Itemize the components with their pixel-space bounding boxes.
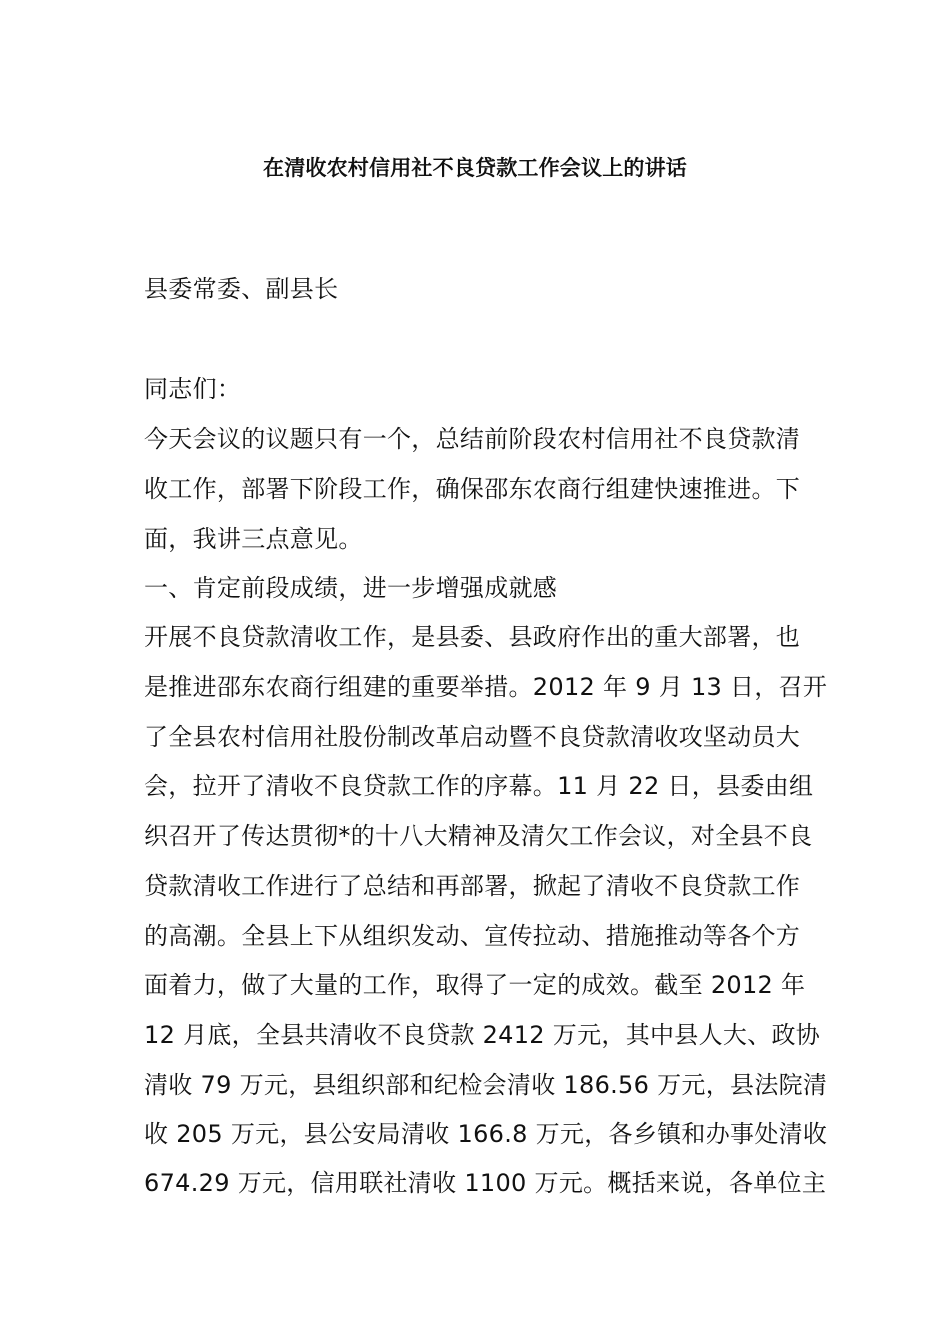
- body-line: 收 205 万元，县公安局清收 166.8 万元，各乡镇和办事处清收: [144, 1120, 828, 1148]
- body-line: 的高潮。全县上下从组织发动、宣传拉动、措施推动等各个方: [144, 922, 801, 950]
- body-line: 是推进邵东农商行组建的重要举措。2012 年 9 月 13 日，召开: [144, 673, 828, 701]
- body-line: 清收 79 万元，县组织部和纪检会清收 186.56 万元，县法院清: [144, 1071, 828, 1099]
- body-line: 面，我讲三点意见。: [144, 525, 363, 553]
- body-line: 开展不良贷款清收工作，是县委、县政府作出的重大部署，也: [144, 623, 801, 651]
- body-line: 674.29 万元，信用联社清收 1100 万元。概括来说，各单位主: [144, 1169, 827, 1197]
- body-line: 会，拉开了清收不良贷款工作的序幕。11 月 22 日，县委由组: [144, 772, 814, 800]
- body-line: 12 月底，全县共清收不良贷款 2412 万元，其中县人大、政协: [144, 1021, 821, 1049]
- body-line: 面着力，做了大量的工作，取得了一定的成效。截至 2012 年: [144, 971, 806, 999]
- body-line: 贷款清收工作进行了总结和再部署，掀起了清收不良贷款工作: [144, 872, 801, 900]
- body-line: 收工作，部署下阶段工作，确保邵东农商行组建快速推进。下: [144, 475, 801, 503]
- body-line: 了全县农村信用社股份制改革启动暨不良贷款清收攻坚动员大: [144, 723, 801, 751]
- body-line: 织召开了传达贯彻*的十八大精神及清欠工作会议，对全县不良: [144, 822, 813, 850]
- body-line: 今天会议的议题只有一个，总结前阶段农村信用社不良贷款清: [144, 425, 801, 453]
- section-heading: 一、肯定前段成绩，进一步增强成就感: [144, 574, 558, 602]
- greeting-line: 同志们：: [144, 375, 242, 403]
- document-title: 在清收农村信用社不良贷款工作会议上的讲话: [263, 156, 687, 180]
- speaker-line: 县委常委、副县长: [144, 275, 339, 303]
